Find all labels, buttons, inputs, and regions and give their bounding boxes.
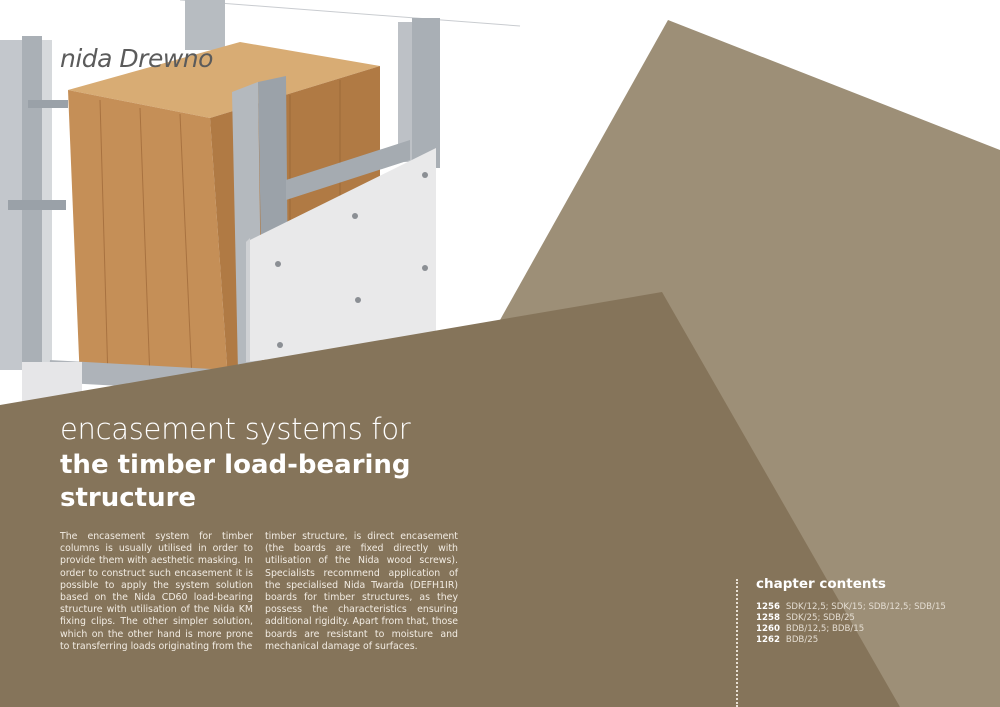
- contents-page: 1262: [756, 635, 780, 645]
- contents-text: BDB/12,5; BDB/15: [785, 624, 865, 634]
- body-column-1: The encasement system for timber columns is usually utilised in order to provide them with aesthetic masking. In order to construct such encasement it is possible to apply the system solution based on the Nida CD60 load-bearing structure with utilisation of the Nida KM fixing clips. The other simpler solution, which on the other hand is more prone to transferring loads originating from the: [60, 531, 253, 652]
- contents-page: 1256: [756, 602, 780, 612]
- chapter-contents-list: [756, 602, 946, 646]
- contents-item[interactable]: [756, 635, 946, 646]
- contents-item[interactable]: [756, 602, 946, 613]
- contents-page: 1260: [756, 624, 780, 634]
- contents-text: BDB/25: [785, 635, 819, 645]
- heading-bold: the timber load-bearing structure: [60, 450, 411, 513]
- contents-text: SDK/25; SDB/25: [785, 613, 855, 623]
- body-column-2: timber structure, is direct encasement (the boards are fixed directly with utilisation of the Nida wood screws). Specialists recommend application of the specialised Nida Twarda (DEFH1IR) boards for timber structures, as they possess the characteristics ensuring additional rigidity. Apart from that, those boards are resistant to moisture and mechanical damage of surfaces.: [265, 531, 458, 652]
- contents-item[interactable]: [756, 613, 946, 624]
- contents-item[interactable]: [756, 624, 946, 635]
- heading-light: encasement systems for: [60, 412, 411, 446]
- contents-page: 1258: [756, 613, 780, 623]
- brand-logo: nida Drewno: [60, 44, 213, 73]
- chapter-contents-title: chapter contents: [756, 576, 886, 592]
- contents-text: SDK/12,5; SDK/15; SDB/12,5; SDB/15: [785, 602, 946, 612]
- dotted-divider: [736, 579, 738, 707]
